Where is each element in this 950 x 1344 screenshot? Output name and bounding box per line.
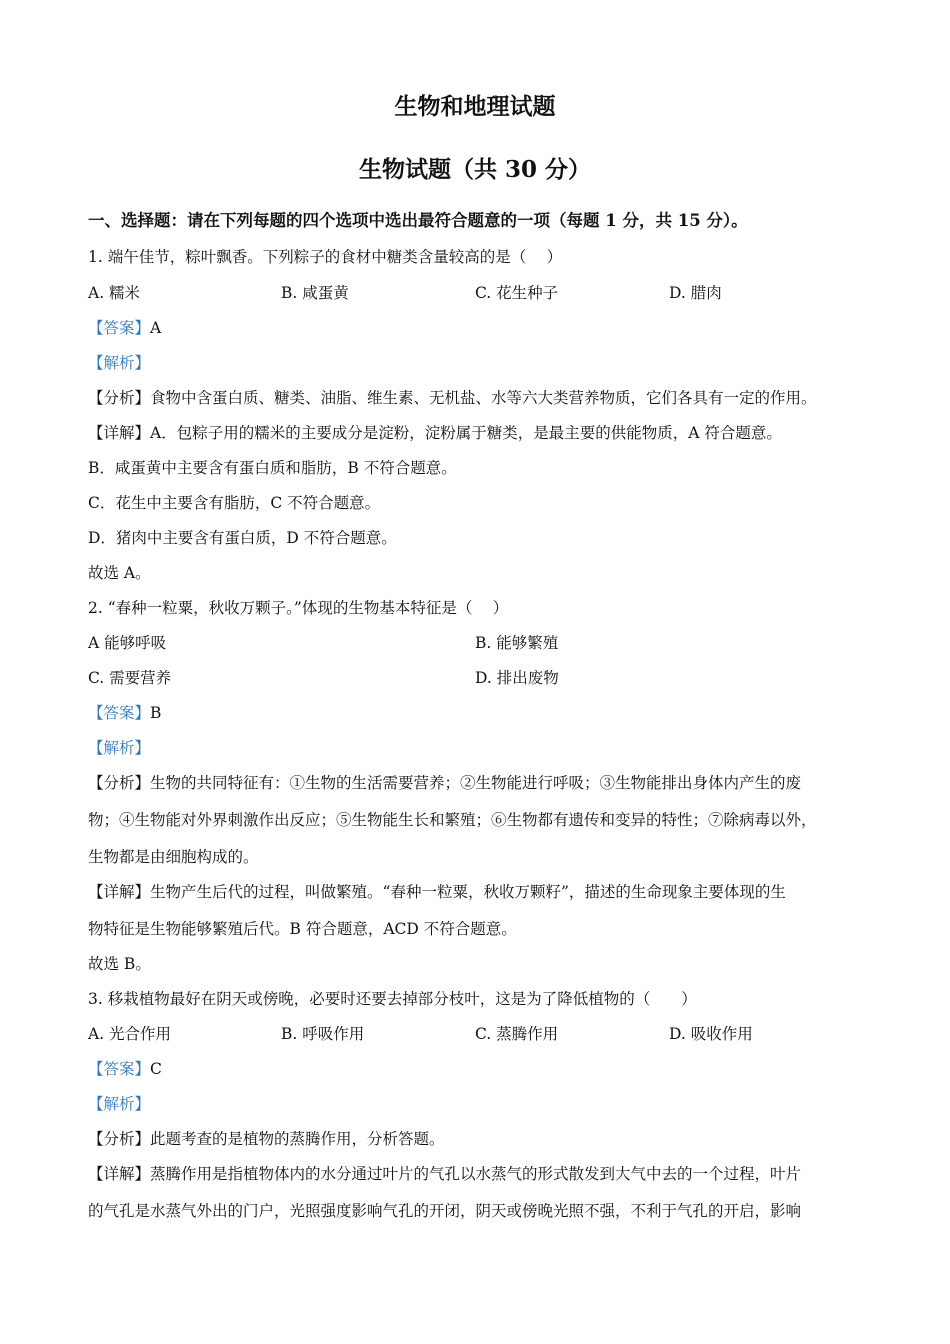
q2-fenxi-text-1: 生物的共同特征有：①生物的生活需要营养；②生物能进行呼吸；③生物能排出身体内产生的废 <box>150 774 802 792</box>
answer-tag: 【答案】 <box>88 319 151 337</box>
q2-xiangjie-text-1: 生物产生后代的过程，叫做繁殖。“春种一粒粟，秋收万颗籽”，描述的生命现象主要体现的生 <box>150 883 786 901</box>
q3-option-d: D. 吸收作用 <box>669 1025 753 1043</box>
q3-xiangjie-text-1: 蒸腾作用是指植物体内的水分通过叶片的气孔以水蒸气的形式散发到大气中去的一个过程，叶片 <box>150 1165 802 1183</box>
q2-stem: 2. “春种一粒粟，秋收万颗子。”体现的生物基本特征是（ ） <box>88 599 509 617</box>
q3-xiangjie <box>88 1163 872 1185</box>
page-title: 生物和地理试题 <box>394 93 556 120</box>
q1-fenxi-text: 食物中含蛋白质、糖类、油脂、维生素、无机盐、水等六大类营养物质，它们各具有一定的作用。 <box>150 389 817 407</box>
q2-option-c: C. 需要营养 <box>88 669 172 687</box>
section-heading: 一、选择题：请在下列每题的四个选项中选出最符合题意的一项（每题 1 分，共 15 分）。 <box>88 211 748 230</box>
q2-fenxi-line-3: 生物都是由细胞构成的。 <box>88 848 259 866</box>
q2-fenxi <box>88 772 872 794</box>
xiangjie-tag: 【详解】 <box>88 424 151 442</box>
page-subtitle: 生物试题（共 30 分） <box>358 156 592 183</box>
q3-analysis-header <box>88 1093 872 1115</box>
q1-analysis-header <box>88 352 872 374</box>
q2-answer-value: B <box>150 704 162 722</box>
q2-analysis-header <box>88 737 872 759</box>
q3-answer-value: C <box>150 1060 162 1078</box>
q2-answer <box>88 702 872 724</box>
q3-option-a: A. 光合作用 <box>88 1025 172 1043</box>
q3-answer <box>88 1058 872 1080</box>
analysis-tag: 【解析】 <box>88 739 151 757</box>
q1-stem: 1. 端午佳节，粽叶飘香。下列粽子的食材中糖类含量较高的是（ ） <box>88 248 563 266</box>
xiangjie-tag: 【详解】 <box>88 1165 151 1183</box>
q1-option-b: B. 咸蛋黄 <box>281 284 349 302</box>
fenxi-tag: 【分析】 <box>88 389 151 407</box>
q1-answer <box>88 317 872 339</box>
q1-xiangjie <box>88 422 872 444</box>
fenxi-tag: 【分析】 <box>88 1130 151 1148</box>
q1-option-a: A. 糯米 <box>88 284 141 302</box>
q3-option-c: C. 蒸腾作用 <box>475 1025 559 1043</box>
q2-xiangjie <box>88 881 872 903</box>
q1-explain-c: C．花生中主要含有脂肪，C 不符合题意。 <box>88 494 381 512</box>
q2-fenxi-line-2: 物；④生物能对外界刺激作出反应；⑤生物能生长和繁殖；⑥生物都有遗传和变异的特性；⑦除病毒以外， <box>88 811 817 829</box>
q3-stem: 3. 移栽植物最好在阴天或傍晚，必要时还要去掉部分枝叶，这是为了降低植物的（ ） <box>88 990 697 1008</box>
q1-explain-d: D．猪肉中主要含有蛋白质，D 不符合题意。 <box>88 529 397 547</box>
q2-option-a: A 能够呼吸 <box>88 634 167 652</box>
q2-option-b: B. 能够繁殖 <box>475 634 559 652</box>
q3-option-b: B. 呼吸作用 <box>281 1025 365 1043</box>
q3-xiangjie-line-2: 的气孔是水蒸气外出的门户，光照强度影响气孔的开闭，阴天或傍晚光照不强，不利于气孔的开启，影响 <box>88 1202 802 1220</box>
analysis-tag: 【解析】 <box>88 354 151 372</box>
q1-explain-b: B．咸蛋黄中主要含有蛋白质和脂肪，B 不符合题意。 <box>88 459 457 477</box>
q3-fenxi <box>88 1128 872 1150</box>
q1-answer-value: A <box>150 319 162 337</box>
q1-conclusion: 故选 A。 <box>88 564 151 582</box>
q2-xiangjie-line-2: 物特征是生物能够繁殖后代。B 符合题意，ACD 不符合题意。 <box>88 920 517 938</box>
q2-option-d: D. 排出废物 <box>475 669 559 687</box>
q2-conclusion: 故选 B。 <box>88 955 151 973</box>
answer-tag: 【答案】 <box>88 1060 151 1078</box>
q1-option-d: D. 腊肉 <box>669 284 722 302</box>
xiangjie-tag: 【详解】 <box>88 883 151 901</box>
q1-xiangjie-text: A．包粽子用的糯米的主要成分是淀粉，淀粉属于糖类，是最主要的供能物质，A 符合题意。 <box>150 424 782 442</box>
answer-tag: 【答案】 <box>88 704 151 722</box>
q1-fenxi <box>88 387 872 409</box>
analysis-tag: 【解析】 <box>88 1095 151 1113</box>
q3-fenxi-text: 此题考查的是植物的蒸腾作用，分析答题。 <box>150 1130 445 1148</box>
q1-option-c: C. 花生种子 <box>475 284 559 302</box>
fenxi-tag: 【分析】 <box>88 774 151 792</box>
